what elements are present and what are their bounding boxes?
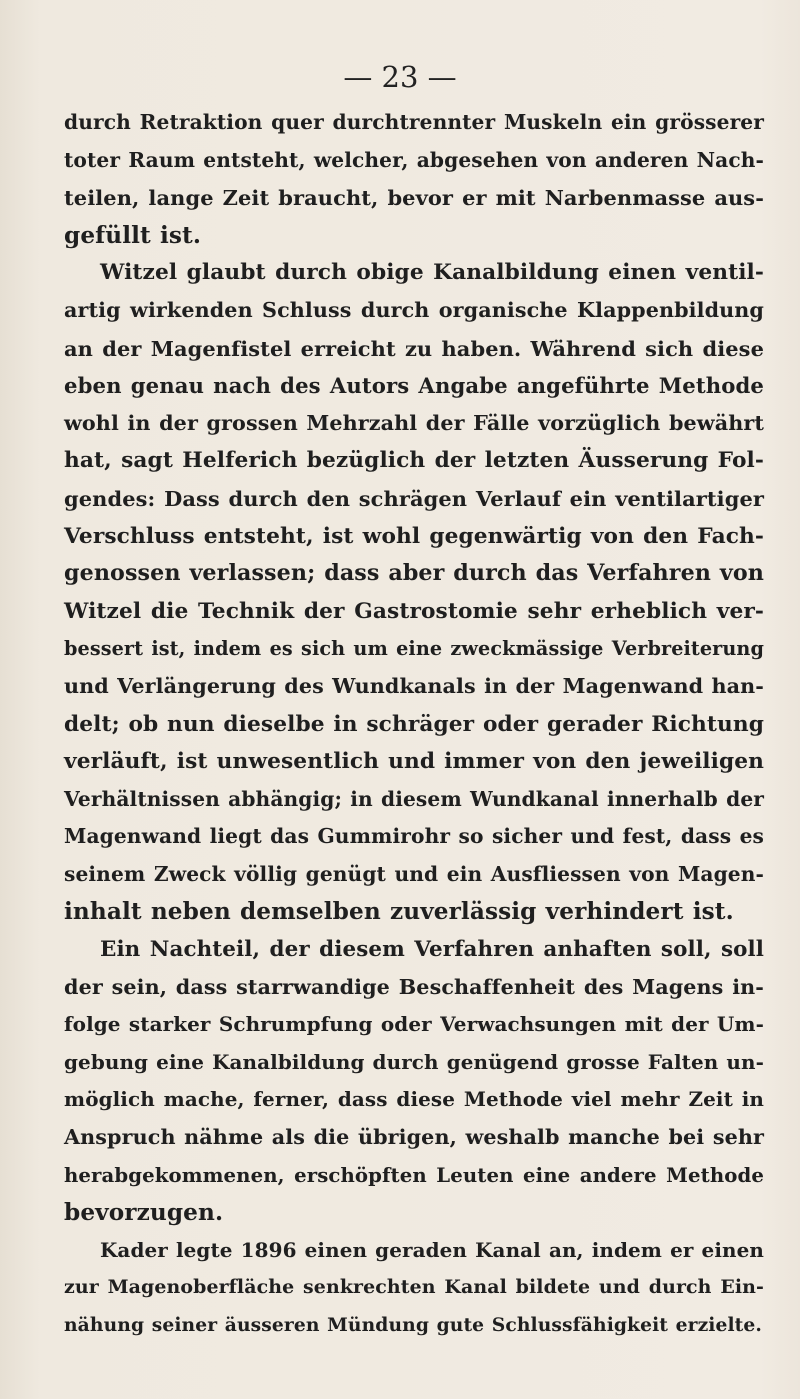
text-line: an der Magenfistel erreicht zu haben. Während sich diese	[64, 335, 764, 361]
text-line: bessert ist, indem es sich um eine zweckmässige Verbreiterung	[64, 637, 764, 661]
text-line: Magenwand liegt das Gummirohr so sicher und fest, dass es	[64, 824, 764, 849]
text-line: herabgekommenen, erschöpften Leuten eine andere Methode	[64, 1163, 764, 1187]
text-line: gebung eine Kanalbildung durch genügend grosse Falten un-	[64, 1049, 764, 1074]
text-line: gendes: Dass durch den schrägen Verlauf ein ventilartiger	[64, 485, 764, 511]
text-line: artig wirkenden Schluss durch organische Klappenbildung	[64, 297, 764, 322]
text-line: möglich mache, ferner, dass diese Methode viel mehr Zeit in	[64, 1087, 764, 1112]
text-line: inhalt neben demselben zuverlässig verhindert ist.	[64, 898, 734, 926]
text-line: Kader legte 1896 einen geraden Kanal an, indem er einen	[100, 1237, 764, 1262]
text-line: verläuft, ist unwesentlich und immer von den jeweiligen	[64, 749, 764, 775]
text-line: genossen verlassen; dass aber durch das Verfahren von	[64, 560, 764, 587]
text-line: nähung seiner äusseren Mündung gute Schlussfähigkeit erzielte.	[64, 1314, 762, 1336]
text-line: Verschluss entsteht, ist wohl gegenwärtig von den Fach-	[64, 523, 764, 549]
text-line: Witzel glaubt durch obige Kanalbildung einen ventil-	[100, 260, 764, 286]
text-line: toter Raum entsteht, welcher, abgesehen von anderen Nach-	[64, 147, 764, 172]
text-line: hat, sagt Helferich bezüglich der letzten Äusserung Fol-	[64, 448, 764, 474]
text-line: und Verlängerung des Wundkanals in der Magenwand han-	[64, 673, 764, 698]
text-line: zur Magenoberfläche senkrechten Kanal bildete und durch Ein-	[64, 1276, 764, 1299]
page-number: — 23 —	[343, 60, 457, 94]
text-line: Witzel die Technik der Gastrostomie sehr erheblich ver-	[64, 598, 764, 624]
text-line: wohl in der grossen Mehrzahl der Fälle vorzüglich bewährt	[64, 410, 764, 435]
text-line: folge starker Schrumpfung oder Verwachsungen mit der Um-	[64, 1012, 764, 1037]
text-line: Ein Nachteil, der diesem Verfahren anhaften soll, soll	[100, 937, 764, 963]
text-line: der sein, dass starrwandige Beschaffenheit des Magens in-	[64, 974, 764, 999]
text-line: eben genau nach des Autors Angabe angeführte Methode	[64, 373, 764, 399]
body-text	[64, 104, 764, 1345]
text-line: Anspruch nähme als die übrigen, weshalb manche bei sehr	[64, 1125, 764, 1150]
text-line: durch Retraktion quer durchtrennter Muskeln ein grösserer	[64, 110, 764, 134]
text-line: teilen, lange Zeit braucht, bevor er mit Narbenmasse aus-	[64, 185, 764, 211]
text-line: seinem Zweck völlig genügt und ein Ausfliessen von Magen-	[64, 861, 764, 886]
text-line: Verhältnissen abhängig; in diesem Wundkanal innerhalb der	[64, 786, 764, 811]
text-line: delt; ob nun dieselbe in schräger oder gerader Richtung	[64, 711, 764, 737]
text-line: bevorzugen.	[64, 1199, 224, 1227]
text-line: gefüllt ist.	[64, 221, 202, 249]
